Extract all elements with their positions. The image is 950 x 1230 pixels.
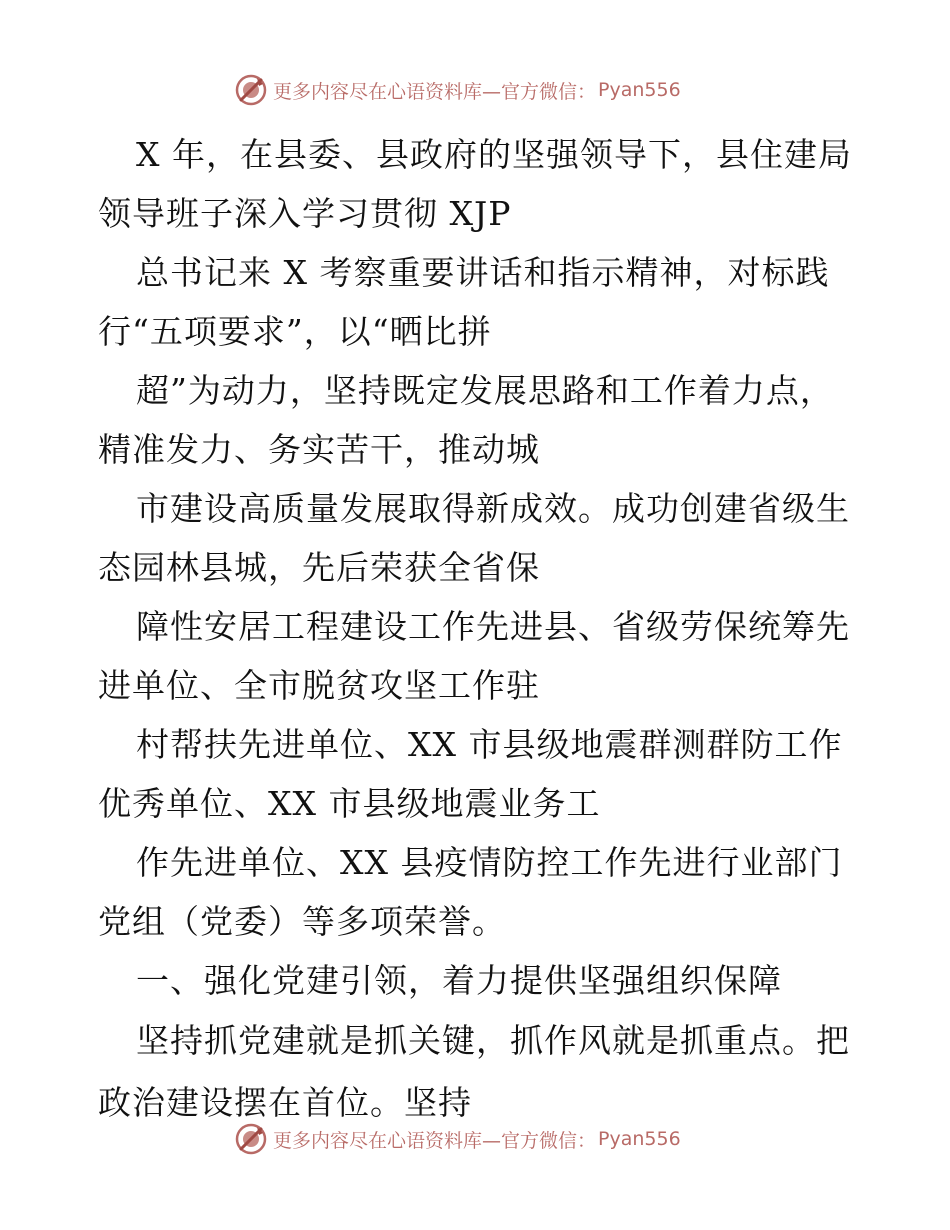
paragraph-line: 市建设高质量发展取得新成效。成功创建省级生 [136, 489, 850, 528]
paragraph-line: 优秀单位、XX 市县级地震业务工 [98, 784, 601, 823]
paragraph-line: 政治建设摆在首位。坚持 [98, 1083, 472, 1122]
banner-wechat-id: Pyan556 [598, 79, 681, 101]
paragraph-line: 坚持抓党建就是抓关键，抓作风就是抓重点。把 [136, 1021, 850, 1060]
brand-logo-icon [235, 1123, 267, 1155]
paragraph-line: 态园林县城，先后荣获全省保 [98, 548, 540, 587]
paragraph-line: 障性安居工程建设工作先进县、省级劳保统筹先 [136, 607, 850, 646]
paragraph-line: X 年，在县委、县政府的坚强领导下，县住建局 [136, 135, 852, 174]
paragraph-line: 精准发力、务实苦干，推动城 [98, 430, 540, 469]
banner-wechat-id: Pyan556 [598, 1128, 681, 1150]
header-watermark-banner [235, 73, 681, 107]
paragraph-line: 行“五项要求”，以“晒比拼 [98, 312, 492, 351]
paragraph-line: 作先进单位、XX 县疫情防控工作先进行业部门 [136, 843, 843, 882]
paragraph-line: 领导班子深入学习贯彻 XJP [98, 194, 512, 233]
section-heading: 一、强化党建引领，着力提供坚强组织保障 [136, 961, 782, 1000]
paragraph-line: 党组（党委）等多项荣誉。 [98, 902, 506, 941]
banner-text: 更多内容尽在心语资料库—官方微信： [273, 80, 597, 103]
paragraph-line: 总书记来 X 考察重要讲话和指示精神，对标践 [136, 253, 830, 292]
paragraph-line: 进单位、全市脱贫攻坚工作驻 [98, 666, 540, 705]
paragraph-line: 超”为动力，坚持既定发展思路和工作着力点， [136, 371, 834, 410]
banner-text: 更多内容尽在心语资料库—官方微信： [273, 1129, 597, 1152]
document-body [98, 125, 898, 1134]
footer-watermark-banner [235, 1122, 681, 1156]
paragraph-line: 村帮扶先进单位、XX 市县级地震群测群防工作 [136, 725, 843, 764]
brand-logo-icon [235, 74, 267, 106]
